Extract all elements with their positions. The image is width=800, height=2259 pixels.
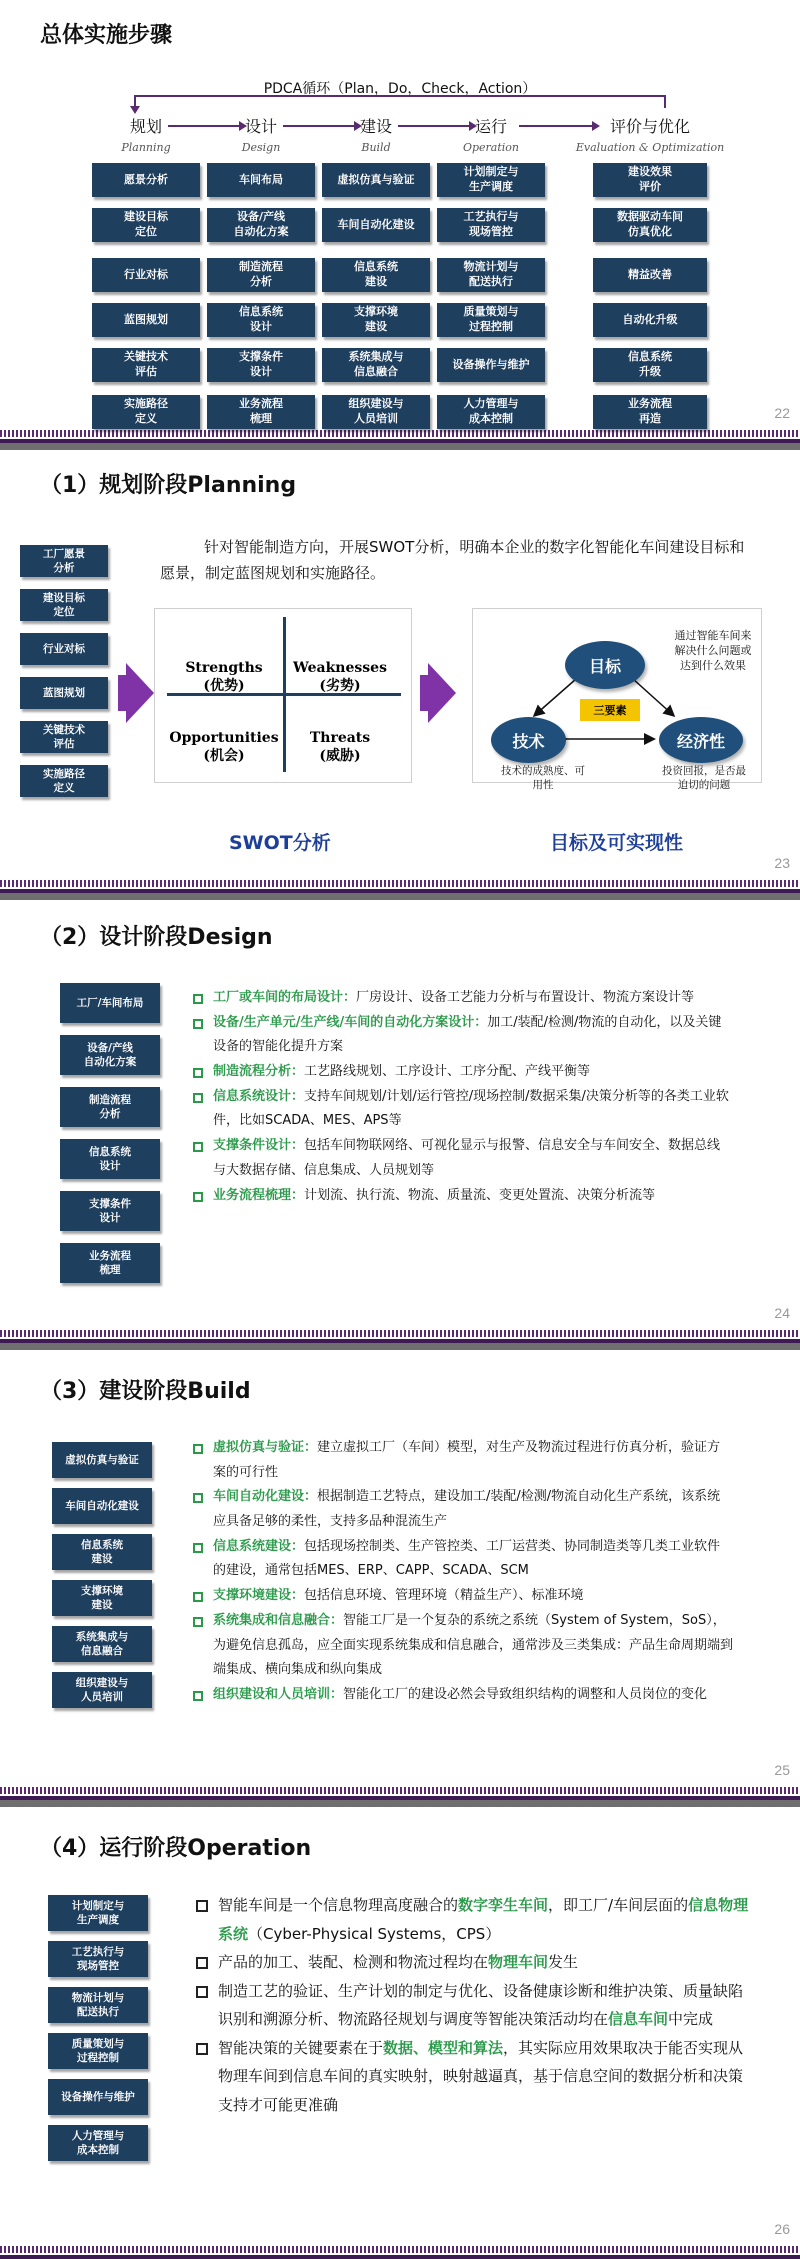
side-step-box: 支撑环境 建设 [52, 1580, 152, 1616]
bullet-square-icon [196, 1957, 208, 1969]
bullet-list [193, 986, 733, 1208]
swot-threats: Threats (威胁) [309, 730, 371, 765]
highlight-term: 数字孪生车间 [458, 1896, 549, 1914]
step-box: 愿景分析 [92, 163, 200, 197]
side-step-box: 蓝图规划 [20, 677, 108, 709]
bullet-text: 加工/装配/检测/物流的自动化，以及关键设备的智能化提升方案 [213, 1014, 722, 1055]
bullet-item [193, 1085, 733, 1134]
bullet-text: 制造工艺的验证、生产计划的制定与优化、设备健康诊断和维护决策、质量缺陷识别和溯源分析、物流路径规划与调度等智能决策活动均在 [218, 1981, 744, 2028]
bullet-item [193, 1485, 733, 1534]
footer-bar [0, 1339, 800, 1343]
side-step-box: 信息系统 设计 [60, 1139, 160, 1179]
step-box: 数据驱动车间 仿真优化 [593, 208, 707, 242]
pdca-title: PDCA循环（Plan，Do，Check，Action） [263, 81, 537, 97]
bullet-item [193, 1584, 733, 1609]
bullet-square-icon [193, 1493, 203, 1503]
step-box: 蓝图规划 [92, 303, 200, 337]
phase-name-en: Evaluation & Optimization [575, 141, 725, 154]
page-number: 25 [774, 1762, 790, 1778]
bullet-heading: 系统集成和信息融合： [213, 1612, 344, 1628]
three-elements-badge: 三要素 [580, 699, 640, 721]
step-box: 计划制定与 生产调度 [437, 163, 545, 197]
bullet-text: 中完成 [668, 2010, 714, 2028]
bullet-item [196, 2034, 756, 2120]
step-box: 支撑环境 建设 [322, 303, 430, 337]
swot-caption: SWOT分析 [229, 832, 331, 854]
side-step-box: 制造流程 分析 [60, 1087, 160, 1127]
step-box: 制造流程 分析 [207, 258, 315, 292]
phase-name: 评价与优化 [609, 117, 690, 136]
swot-opportunities: Opportunities (机会) [169, 730, 279, 765]
bullet-text: 包括车间物联网络、可视化显示与报警、信息安全与车间安全、数据总线与大数据存储、信息集成、人员规划等 [213, 1138, 721, 1178]
bullet-item [193, 1609, 733, 1683]
slide-title: （3）建设阶段Build [40, 1379, 251, 1404]
bullet-heading: 信息系统设计： [213, 1088, 305, 1104]
phase-name: 建设 [359, 117, 392, 136]
goal-node: 目标 [565, 641, 645, 689]
bullet-square-icon [196, 1986, 208, 1998]
page-number: 26 [774, 2221, 790, 2237]
side-step-box: 系统集成与 信息融合 [52, 1626, 152, 1662]
footer-stripe [0, 2246, 800, 2253]
pdca-loop-arrow [0, 0, 800, 130]
slide-title: （4）运行阶段Operation [40, 1836, 312, 1861]
bullet-heading: 信息系统建设： [213, 1538, 305, 1554]
bullet-square-icon [193, 1543, 203, 1553]
bullet-square-icon [193, 994, 203, 1004]
footer-bar [0, 889, 800, 893]
bullet-text: （Cyber-Physical Systems，CPS） [248, 1924, 501, 1943]
step-box: 自动化升级 [593, 303, 707, 337]
bullet-text: 支持车间规划/计划/运行管控/现场控制/数据采集/决策分析等的各类工业软件，比如SCADA、MES、APS等 [213, 1088, 729, 1129]
bullet-square-icon [196, 1900, 208, 1912]
bullet-heading: 设备/生产单元/生产线/车间的自动化方案设计： [213, 1014, 488, 1030]
arrow-right-icon [428, 663, 456, 723]
bullet-list [196, 1891, 756, 2119]
bullet-item [193, 1184, 733, 1209]
bullet-square-icon [193, 1019, 203, 1029]
phase-name: 规划 [129, 117, 162, 136]
highlight-term: 数据、模型和算法 [383, 2038, 504, 2057]
technology-note: 技术的成熟度、可 用性 [501, 765, 585, 792]
side-step-box: 设备操作与维护 [48, 2079, 148, 2115]
bullet-text: ，即工厂/车间层面的 [548, 1896, 689, 1914]
bullet-heading: 虚拟仿真与验证： [213, 1440, 318, 1455]
phase-name-en: Operation [462, 141, 520, 154]
step-box: 实施路径 定义 [92, 395, 200, 429]
step-box: 设备操作与维护 [437, 348, 545, 382]
side-step-box: 设备/产线 自动化方案 [60, 1035, 160, 1075]
step-box: 建设效果 评价 [593, 163, 707, 197]
bullet-item [193, 1060, 733, 1085]
slide-operation [0, 1807, 800, 2259]
step-box: 业务流程 梳理 [207, 395, 315, 429]
highlight-term: 信息物理系统 [218, 1896, 749, 1943]
step-box: 人力管理与 成本控制 [437, 395, 545, 429]
bullet-list [193, 1436, 733, 1708]
bullet-item [193, 1011, 733, 1060]
slide-build [0, 1350, 800, 1800]
swot-weaknesses: Weaknesses (劣势) [293, 660, 387, 695]
side-step-box: 车间自动化建设 [52, 1488, 152, 1524]
footer-stripe [0, 1787, 800, 1794]
side-step-box: 人力管理与 成本控制 [48, 2125, 148, 2161]
page-number: 23 [774, 855, 790, 871]
side-step-box: 业务流程 梳理 [60, 1243, 160, 1283]
bullet-square-icon [193, 1093, 203, 1103]
bullet-heading: 支撑环境建设： [213, 1588, 305, 1604]
side-step-box: 行业对标 [20, 633, 108, 665]
step-box: 车间布局 [207, 163, 315, 197]
footer-bar [0, 1796, 800, 1800]
step-box: 虚拟仿真与验证 [322, 163, 430, 197]
bullet-text: 包括信息环境、管理环境（精益生产）、标准环境 [304, 1588, 584, 1604]
bullet-text: 包括现场控制类、生产管控类、工厂运营类、协同制造类等几类工业软件的建设，通常包括MES、ERP、CAPP、SCADA、SCM [213, 1538, 721, 1579]
phase-header [416, 114, 566, 154]
step-box: 信息系统 升级 [593, 348, 707, 382]
bullet-heading: 工厂或车间的布局设计： [213, 990, 357, 1005]
bullet-text: 产品的加工、装配、检测和物流过程均在 [218, 1953, 489, 1971]
step-box: 物流计划与 配送执行 [437, 258, 545, 292]
bullet-item [196, 1891, 756, 1948]
side-step-box: 建设目标 定位 [20, 589, 108, 621]
step-box: 质量策划与 过程控制 [437, 303, 545, 337]
slide-design [0, 900, 800, 1343]
bullet-text: ，其实际应用效果取决于能否实现从物理车间到信息车间的真实映射，映射越逼真，基于信息空间的数据分析和决策支持才可能更准确 [218, 2038, 744, 2114]
bullet-text: 计划流、执行流、物流、质量流、变更处置流、决策分析流等 [304, 1187, 656, 1203]
goal-note: 通过智能车间来 解决什么问题或 达到什么效果 [674, 629, 752, 672]
side-step-box: 计划制定与 生产调度 [48, 1895, 148, 1931]
side-step-box: 虚拟仿真与验证 [52, 1442, 152, 1478]
side-step-box: 工艺执行与 现场管控 [48, 1941, 148, 1977]
footer-bar [0, 439, 800, 443]
footer-stripe [0, 880, 800, 887]
step-box: 精益改善 [593, 258, 707, 292]
footer-stripe [0, 430, 800, 437]
intro-text: 针对智能制造方向，开展SWOT分析，明确本企业的数字化智能化车间建设目标和愿景，制定蓝图规划和实施路径。 [160, 538, 745, 583]
side-step-box: 工厂愿景 分析 [20, 545, 108, 577]
side-step-box: 支撑条件 设计 [60, 1191, 160, 1231]
slide-title: （1）规划阶段Planning [40, 473, 297, 498]
bullet-item [193, 1436, 733, 1485]
economy-note: 投资回报，是否最 迫切的问题 [662, 765, 746, 792]
bullet-item [196, 1948, 756, 1977]
bullet-item [193, 986, 733, 1011]
technology-node: 技术 [491, 717, 566, 763]
bullet-text: 智能工厂是一个复杂的系统之系统（System of System，SoS），为避免信息孤岛，应全面实现系统集成和信息融合，通常涉及三类集成：产品生命周期端到端集成、横向集成和纵向集成 [213, 1612, 734, 1678]
bullet-square-icon [193, 1691, 203, 1701]
step-box: 系统集成与 信息融合 [322, 348, 430, 382]
swot-strengths: Strengths (优势) [185, 660, 263, 695]
phase-name-en: Build [361, 141, 391, 154]
bullet-heading: 车间自动化建设： [213, 1489, 318, 1505]
phase-name-en: Planning [121, 141, 171, 154]
swot-panel [154, 608, 412, 783]
step-box: 建设目标 定位 [92, 208, 200, 242]
bullet-square-icon [193, 1617, 203, 1627]
bullet-square-icon [193, 1444, 203, 1454]
step-box: 行业对标 [92, 258, 200, 292]
bullet-item [196, 1977, 756, 2034]
side-step-box: 信息系统 建设 [52, 1534, 152, 1570]
bullet-square-icon [196, 2043, 208, 2055]
bullet-heading: 支撑条件设计： [213, 1138, 305, 1154]
step-box: 支撑条件 设计 [207, 348, 315, 382]
side-step-box: 组织建设与 人员培训 [52, 1672, 152, 1708]
step-box: 业务流程 再造 [593, 395, 707, 429]
footer-stripe [0, 1330, 800, 1337]
step-box: 组织建设与 人员培训 [322, 395, 430, 429]
phase-name: 设计 [244, 117, 277, 136]
step-box: 信息系统 建设 [322, 258, 430, 292]
slide-planning [0, 450, 800, 893]
step-box: 关键技术 评估 [92, 348, 200, 382]
step-box: 信息系统 设计 [207, 303, 315, 337]
side-step-box: 质量策划与 过程控制 [48, 2033, 148, 2069]
bullet-text: 建立虚拟工厂（车间）模型，对生产及物流过程进行仿真分析，验证方案的可行性 [213, 1440, 721, 1480]
bullet-text: 智能化工厂的建设必然会导致组织结构的调整和人员岗位的变化 [343, 1686, 708, 1702]
bullet-item [193, 1535, 733, 1584]
step-box: 车间自动化建设 [322, 208, 430, 242]
bullet-text: 厂房设计、设备工艺能力分析与布置设计、物流方案设计等 [356, 990, 695, 1005]
slide-title: 总体实施步骤 [40, 23, 173, 48]
bullet-item [193, 1683, 733, 1708]
bullet-square-icon [193, 1068, 203, 1078]
economy-node: 经济性 [659, 717, 743, 763]
slide-overall-steps [0, 0, 800, 443]
bullet-text: 智能决策的关键要素在于 [218, 2038, 384, 2057]
footer-bar [0, 2255, 800, 2259]
bullet-item [193, 1134, 733, 1183]
bullet-text: 发生 [548, 1953, 579, 1971]
highlight-term: 物理车间 [488, 1953, 549, 1971]
bullet-square-icon [193, 1142, 203, 1152]
side-step-box: 关键技术 评估 [20, 721, 108, 753]
side-step-box: 实施路径 定义 [20, 765, 108, 797]
slide-title: （2）设计阶段Design [40, 925, 273, 950]
bullet-heading: 组织建设和人员培训： [213, 1686, 344, 1702]
highlight-term: 信息车间 [608, 2010, 669, 2028]
phase-name-en: Design [241, 141, 281, 154]
phase-name: 运行 [474, 117, 507, 136]
page-number: 24 [774, 1305, 790, 1321]
side-step-box: 工厂/车间布局 [60, 983, 160, 1023]
bullet-square-icon [193, 1192, 203, 1202]
bullet-text: 根据制造工艺特点，建设加工/装配/检测/物流自动化生产系统，该系统应具备足够的柔性，支持多品种混流生产 [213, 1489, 721, 1530]
bullet-text: 工艺路线规划、工序设计、工序分配、产线平衡等 [304, 1064, 591, 1080]
side-step-box: 物流计划与 配送执行 [48, 1987, 148, 2023]
bullet-square-icon [193, 1592, 203, 1602]
goal-caption: 目标及可实现性 [550, 832, 684, 854]
goal-panel [472, 608, 762, 792]
step-box: 工艺执行与 现场管控 [437, 208, 545, 242]
phase-header [575, 114, 725, 154]
bullet-heading: 业务流程梳理： [213, 1187, 305, 1203]
bullet-text: 智能车间是一个信息物理高度融合的 [218, 1896, 459, 1914]
step-box: 设备/产线 自动化方案 [207, 208, 315, 242]
page-number: 22 [774, 405, 790, 421]
bullet-heading: 制造流程分析： [213, 1064, 305, 1080]
